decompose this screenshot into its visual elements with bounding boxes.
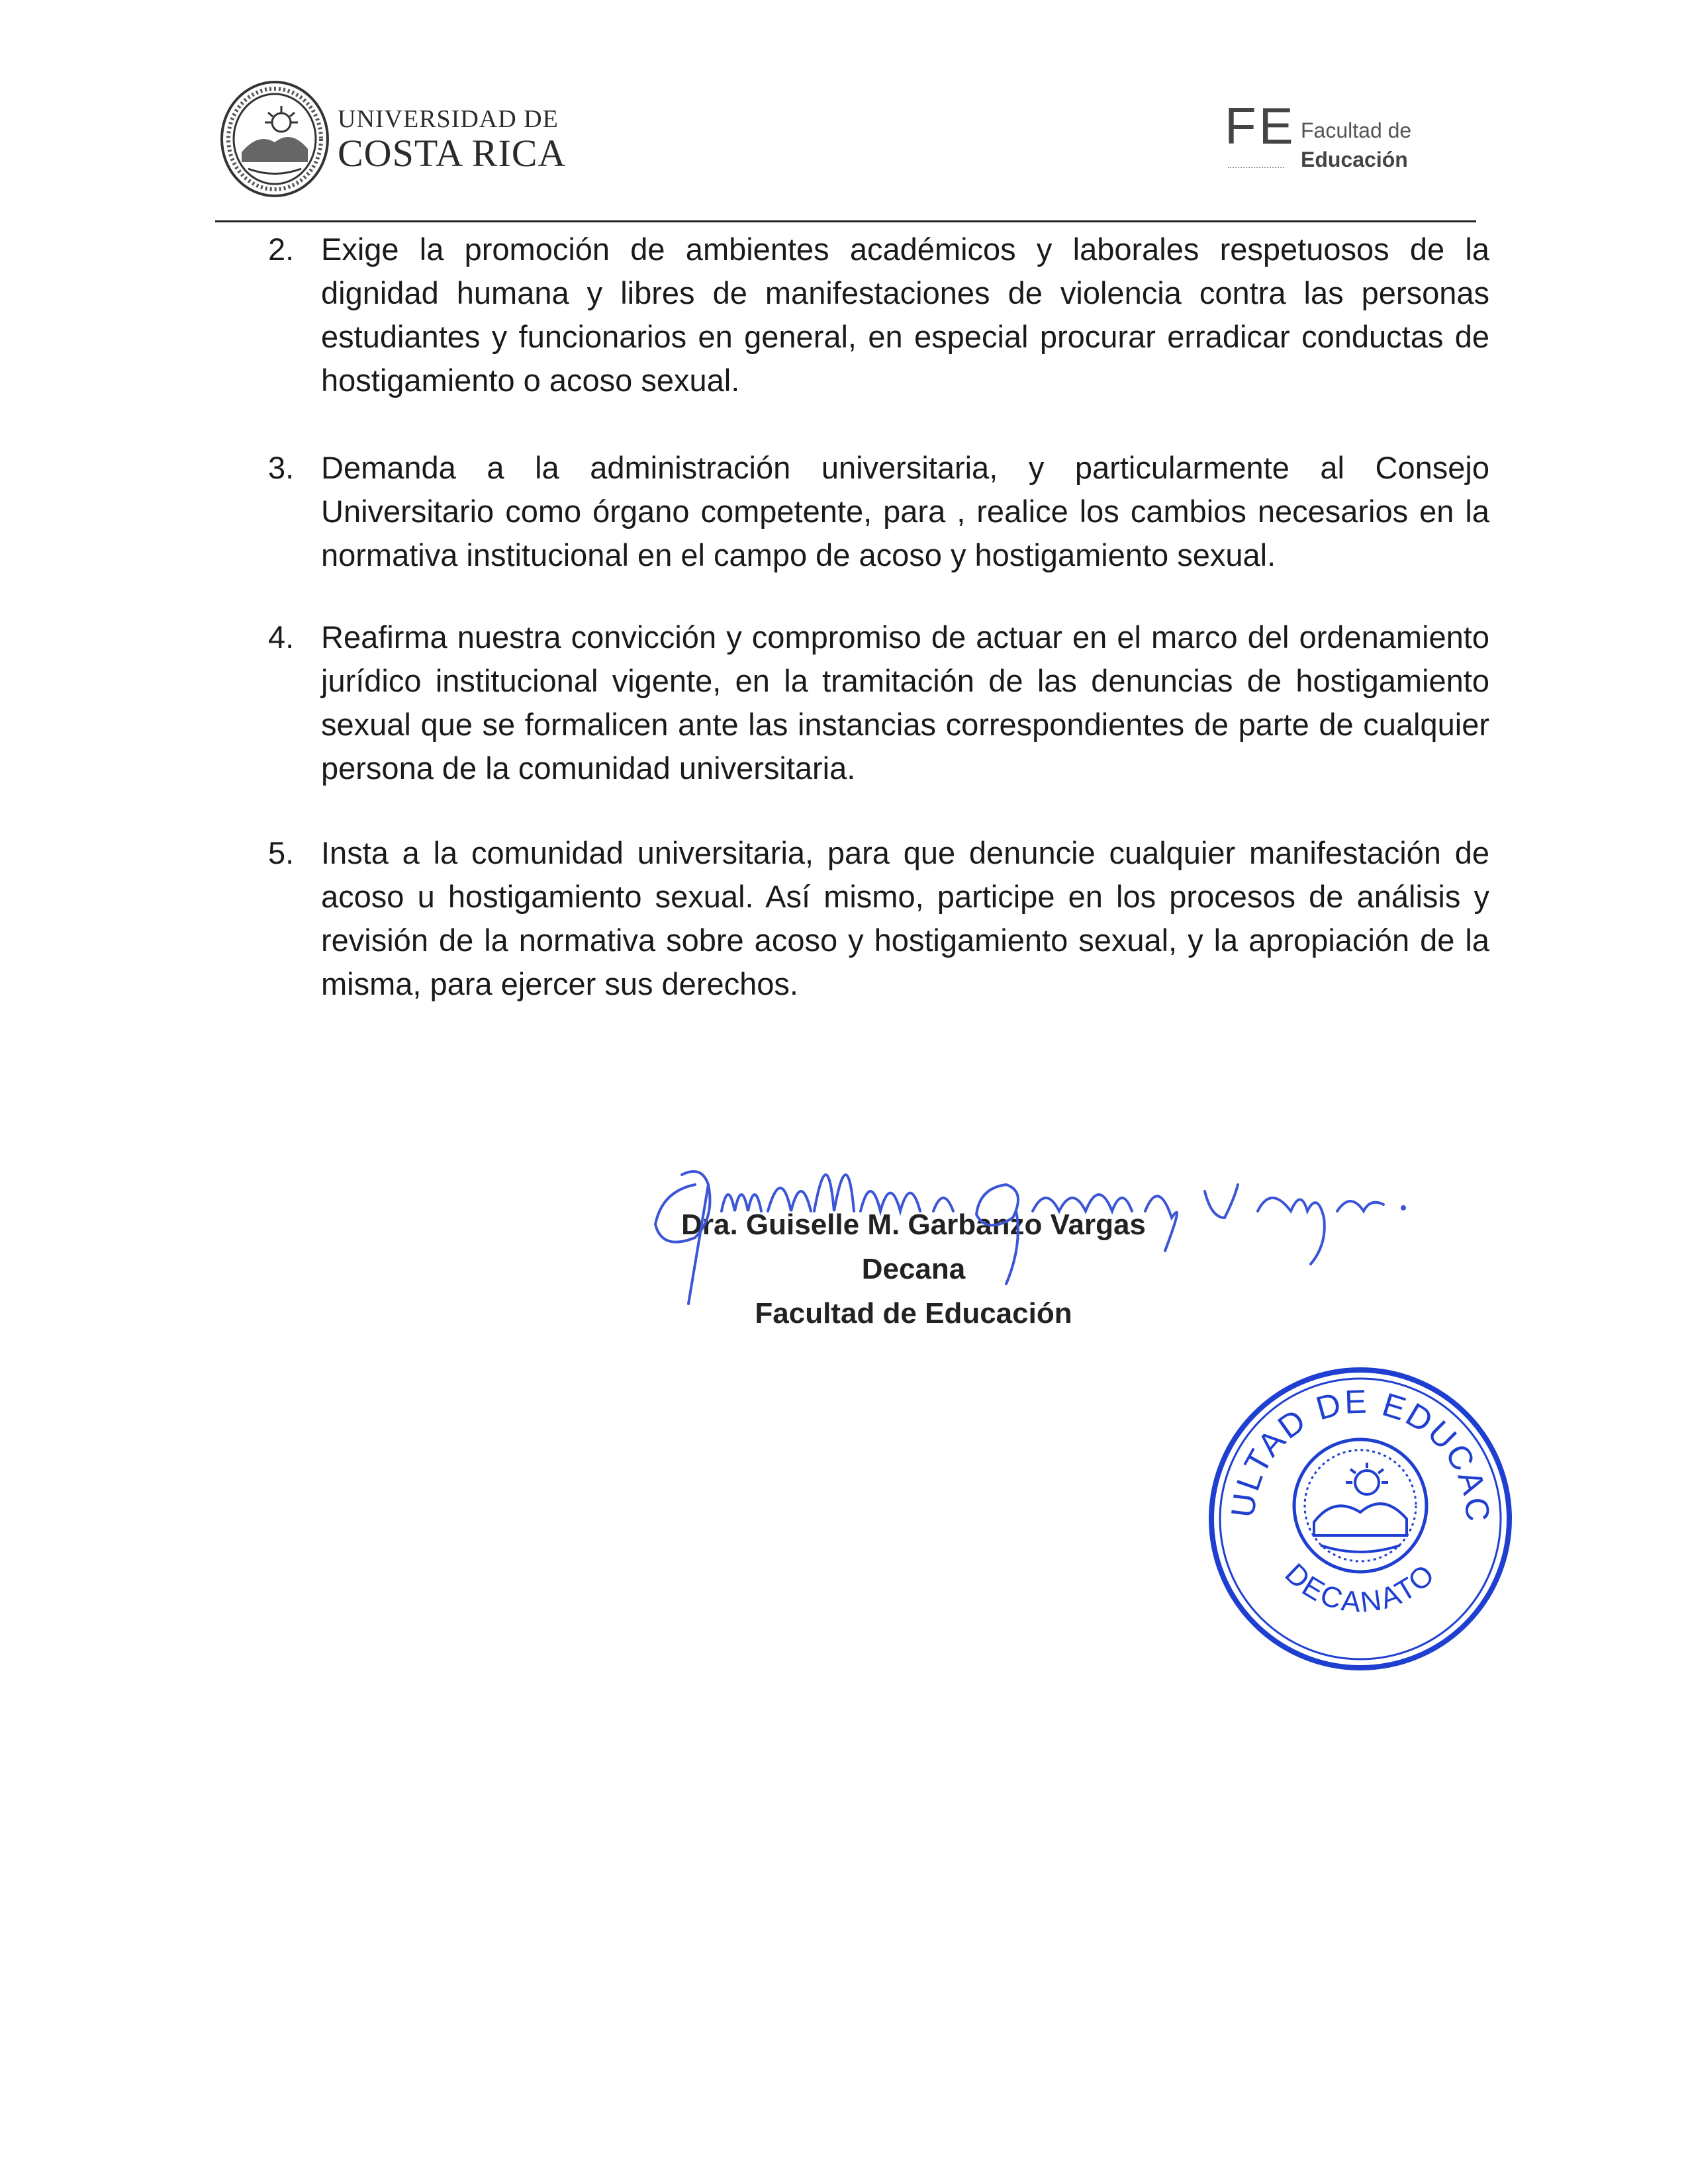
list-item-number: 4. [268, 619, 295, 655]
stamp-top-text: ULTAD DE EDUCAC [1224, 1383, 1497, 1525]
svg-text:FACULTAD DE EDUCACIÓN [1201, 1363, 1497, 1525]
faculty-label [1301, 116, 1411, 174]
faculty-abbreviation-underline [1228, 167, 1284, 168]
list-item [268, 228, 1489, 402]
list-item-number: 5. [268, 835, 295, 870]
university-seal-logo [218, 79, 331, 199]
stamp-bottom-text: DECANATO [1278, 1557, 1442, 1619]
list-item-number: 3. [268, 450, 295, 485]
signatory-name: Dra. Guiselle M. Garbanzo Vargas [681, 1208, 1146, 1241]
university-name [338, 105, 566, 173]
list-item-text: Demanda a la administración universitaria, y particularmente al Consejo Universitario como órgano competente, para , realice los cambios necesarios en la normativa institucional en el campo de acoso y hostigamiento sexual. [321, 450, 1489, 572]
list-item-text: Reafirma nuestra convicción y compromiso de actuar en el marco del ordenamiento jurídico institucional vigente, en la tramitación de las denuncias de hostigamiento sexual que se formalicen ante las instancias correspondientes de parte de cualquier persona de la comunidad universitaria. [321, 619, 1489, 786]
list-item [268, 615, 1489, 790]
svg-text:DECANATO [1279, 1557, 1442, 1619]
faculty-label-line2: Educación [1301, 148, 1408, 171]
list-item-number: 2. [268, 232, 295, 267]
signatory-title: Decana [861, 1253, 966, 1285]
list-item-text: Insta a la comunidad universitaria, para que denuncie cualquier manifestación de acoso u hostigamiento sexual. Así mismo, participe en los procesos de análisis y revisión de la normativa sobre acoso y hostigamiento sexual, y la apropiación de la misma, para ejercer sus derechos. [321, 835, 1489, 1001]
list-item [268, 446, 1489, 577]
faculty-abbreviation: FE [1225, 97, 1296, 155]
university-name-line1: UNIVERSIDAD DE [338, 105, 559, 133]
faculty-label-line1: Facultad de [1301, 118, 1412, 142]
handwritten-signature [635, 1112, 1575, 1324]
faculty-stamp [1201, 1363, 1519, 1674]
signatory-faculty: Facultad de Educación [755, 1297, 1072, 1330]
header-divider [215, 220, 1476, 222]
university-name-line2: COSTA RICA [338, 132, 567, 175]
list-item-text: Exige la promoción de ambientes académicos y laborales respetuosos de la dignidad humana y libres de manifestaciones de violencia contra las personas estudiantes y funcionarios en general, en especial procurar erradicar conductas de hostigamiento o acoso sexual. [321, 232, 1489, 398]
list-item [268, 831, 1489, 1006]
